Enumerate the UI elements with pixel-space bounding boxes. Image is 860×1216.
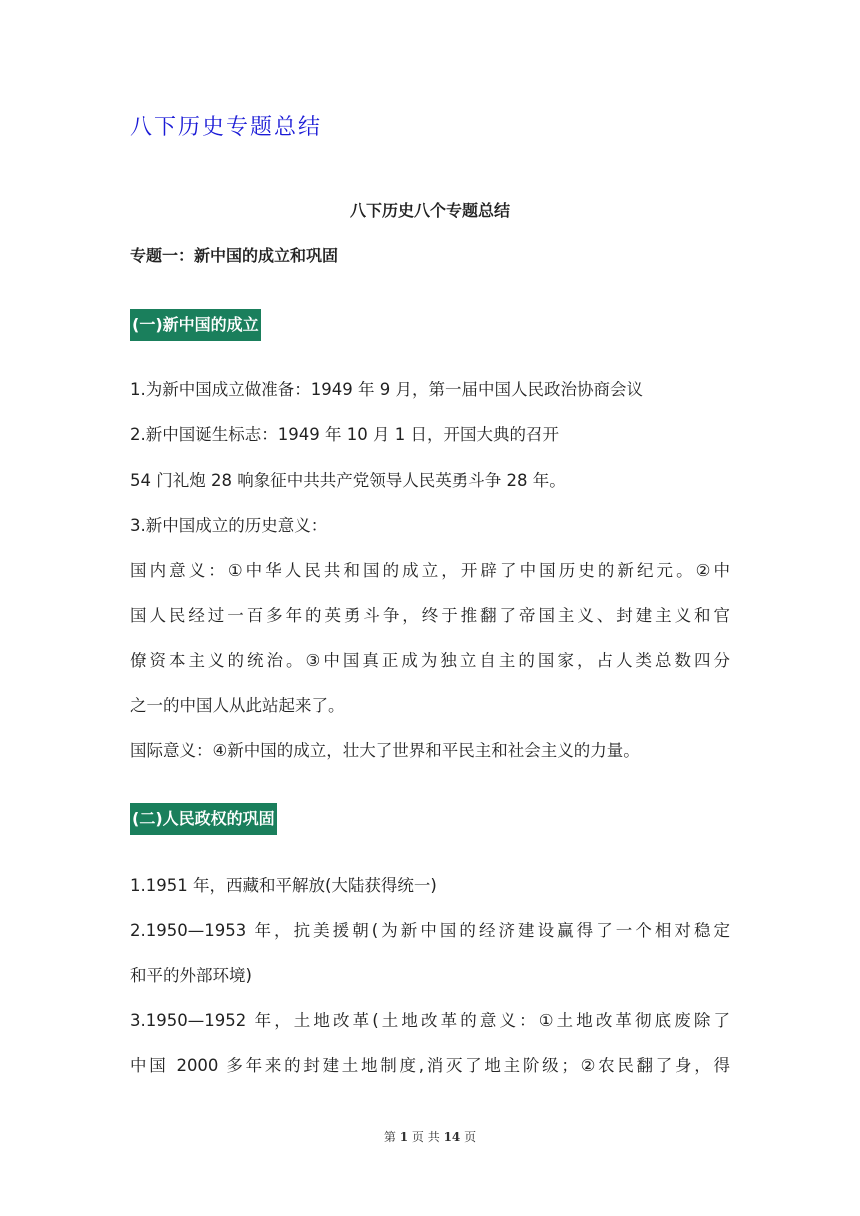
topic-heading: 专题一：新中国的成立和巩固 bbox=[130, 246, 339, 265]
page-number: 1 bbox=[399, 1130, 409, 1144]
paragraph-line: 3.1950—1952 年，土地改革(土地改革的意义：①土地改革彻底废除了 bbox=[130, 1011, 730, 1030]
paragraph-line: 国际意义：④新中国的成立，壮大了世界和平民主和社会主义的力量。 bbox=[130, 741, 640, 760]
paragraph-line: 54 门礼炮 28 响象征中共共产党领导人民英勇斗争 28 年。 bbox=[130, 471, 566, 490]
paragraph-line: 3.新中国成立的历史意义： bbox=[130, 516, 328, 535]
paragraph-line: 之一的中国人从此站起来了。 bbox=[130, 696, 345, 715]
paragraph-line: 国内意义：①中华人民共和国的成立，开辟了中国历史的新纪元。②中 bbox=[130, 561, 730, 580]
main-title: 八下历史八个专题总结 bbox=[349, 201, 510, 220]
paragraph-line: 中国 2000 多年来的封建土地制度,消灭了地主阶级；②农民翻了身，得 bbox=[130, 1056, 730, 1075]
footer-middle: 页 共 bbox=[411, 1130, 440, 1144]
footer-suffix: 页 bbox=[464, 1130, 477, 1144]
paragraph-line: 国人民经过一百多年的英勇斗争，终于推翻了帝国主义、封建主义和官 bbox=[130, 606, 730, 625]
section-heading-1: (一)新中国的成立 bbox=[130, 309, 261, 341]
paragraph-line: 和平的外部环境) bbox=[130, 966, 252, 985]
page-total: 14 bbox=[443, 1130, 461, 1144]
footer-prefix: 第 bbox=[383, 1130, 396, 1144]
paragraph-line: 2.1950—1953 年，抗美援朝(为新中国的经济建设赢得了一个相对稳定 bbox=[130, 921, 730, 940]
paragraph-line: 1.1951 年，西藏和平解放(大陆获得统一) bbox=[130, 876, 437, 895]
paragraph-line: 1.为新中国成立做准备：1949 年 9 月，第一届中国人民政治协商会议 bbox=[130, 380, 643, 399]
document-title: 八下历史专题总结 bbox=[130, 115, 323, 140]
section-heading-2: (二)人民政权的巩固 bbox=[130, 803, 277, 835]
page-footer bbox=[0, 1128, 860, 1145]
paragraph-line: 僚资本主义的统治。③中国真正成为独立自主的国家，占人类总数四分 bbox=[130, 651, 730, 670]
paragraph-line: 2.新中国诞生标志：1949 年 10 月 1 日，开国大典的召开 bbox=[130, 425, 559, 444]
